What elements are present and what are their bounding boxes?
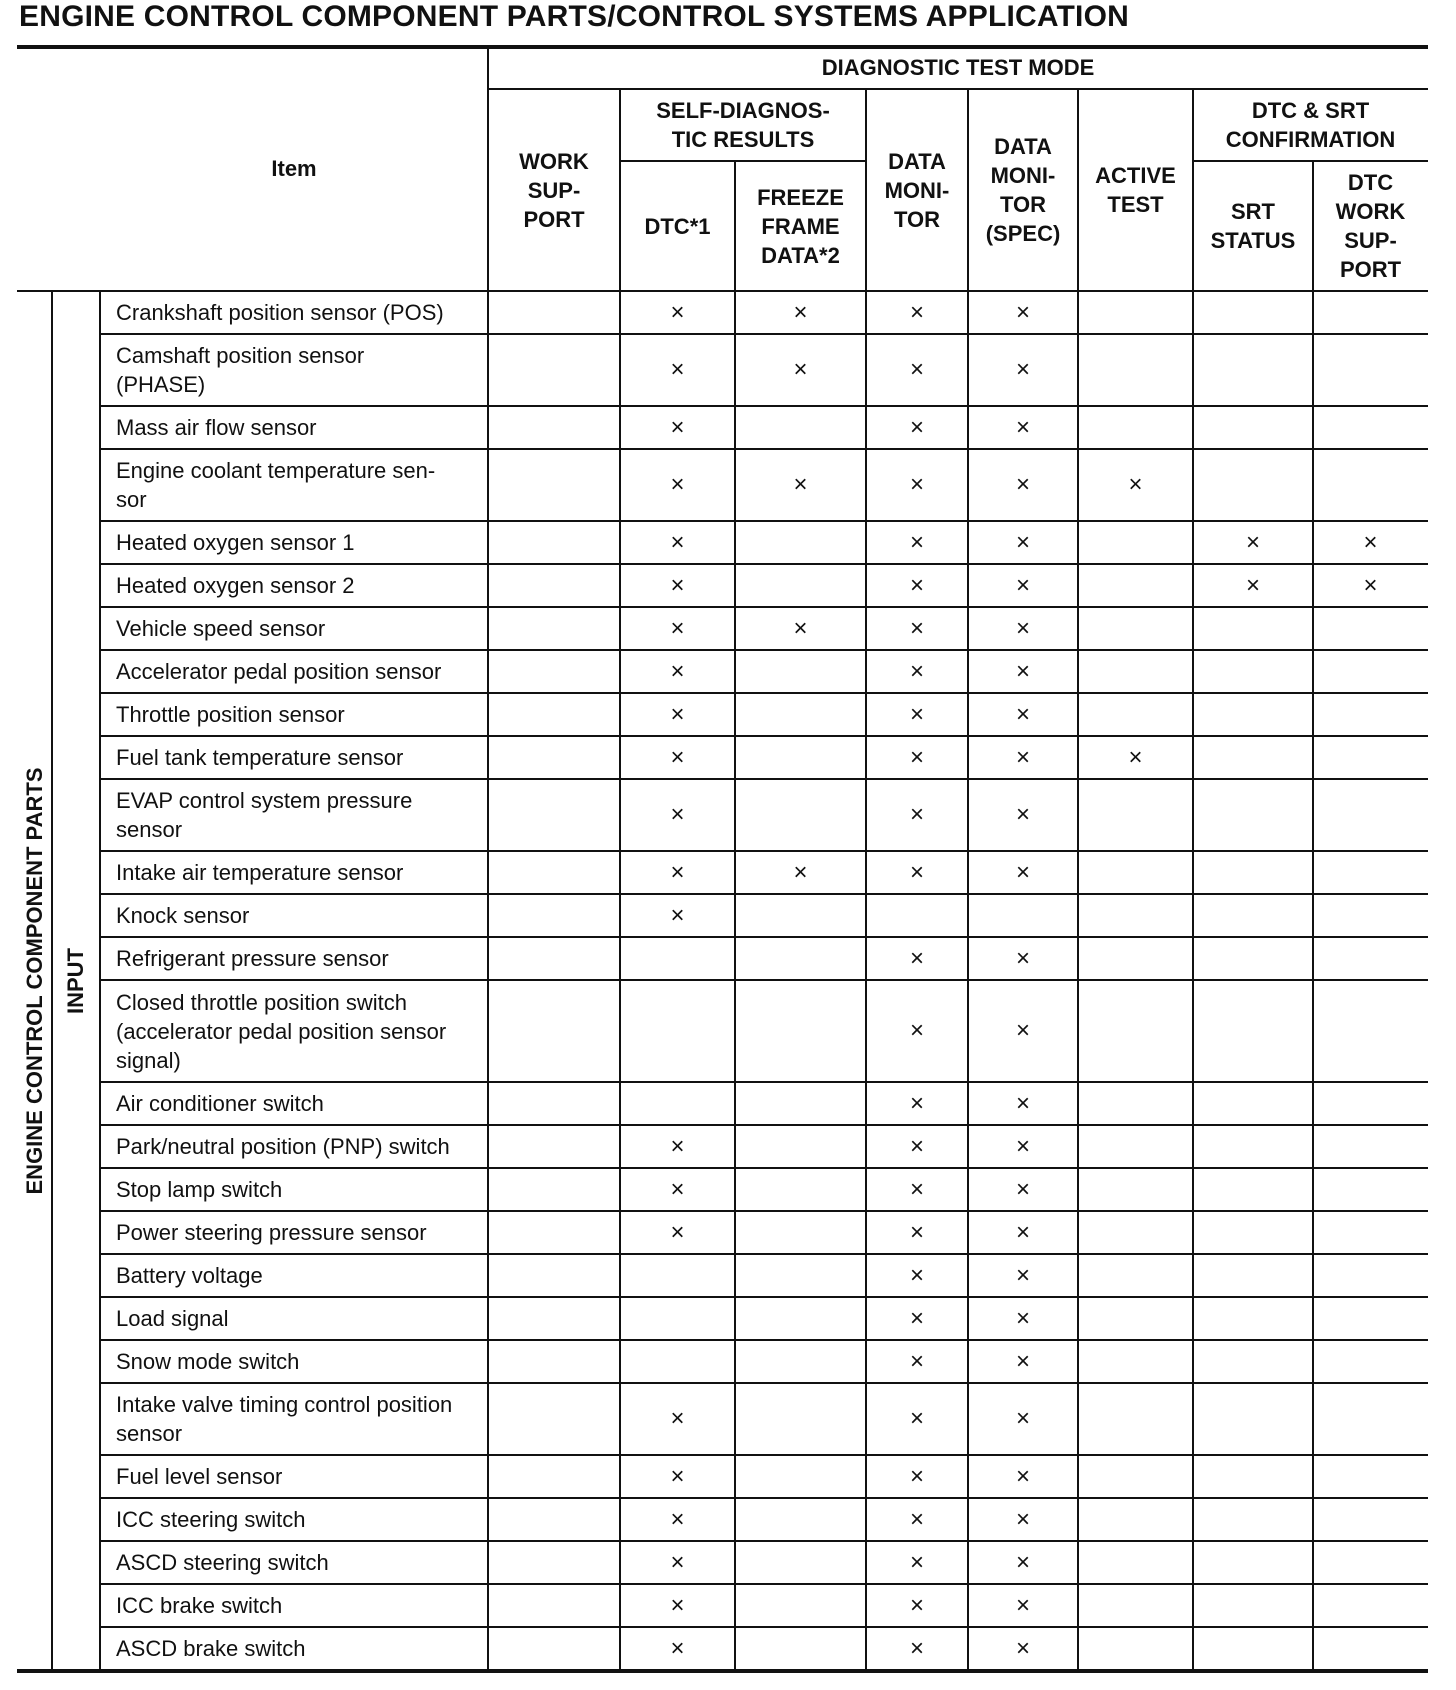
table-row-item-label: Accelerator pedal position sensor xyxy=(116,659,442,684)
applicable-mark: × xyxy=(909,1175,924,1203)
applicable-mark: × xyxy=(670,471,685,498)
applicable-mark: × xyxy=(909,1462,924,1490)
applicable-mark: × xyxy=(1128,471,1143,498)
table-row-item-label: ASCD steering switch xyxy=(116,1550,329,1575)
applicable-mark: × xyxy=(1015,858,1030,886)
table-row-item-label: Snow mode switch xyxy=(116,1349,300,1374)
applicable-mark: × xyxy=(1015,298,1030,326)
applicable-mark: × xyxy=(1015,413,1030,441)
applicable-mark: × xyxy=(670,858,685,886)
applicable-mark: × xyxy=(909,298,924,326)
applicable-mark: × xyxy=(1015,1175,1030,1203)
applicable-mark: × xyxy=(909,1089,924,1117)
applicable-mark: × xyxy=(670,1132,685,1160)
applicable-mark: × xyxy=(1015,743,1030,771)
header-active-test: ACTIVE TEST xyxy=(1095,163,1176,217)
applicable-mark: × xyxy=(670,1505,685,1533)
applicable-mark: × xyxy=(909,1548,924,1576)
column-divider xyxy=(1312,161,1314,1670)
applicable-mark: × xyxy=(793,356,808,383)
applicable-mark: × xyxy=(670,700,685,728)
applicable-mark: × xyxy=(1015,1347,1030,1375)
table-row-item-label: Vehicle speed sensor xyxy=(116,616,326,641)
applicable-mark: × xyxy=(670,1634,685,1662)
table-row-item-label: Intake air temperature sensor xyxy=(116,860,404,885)
applicable-mark: × xyxy=(670,413,685,441)
table-row-item-label: ICC steering switch xyxy=(116,1507,306,1532)
applicable-mark: × xyxy=(909,1218,924,1246)
table-row-item-label: Mass air flow sensor xyxy=(116,415,317,440)
applicable-mark: × xyxy=(1015,471,1030,498)
applicable-mark: × xyxy=(909,1505,924,1533)
applicable-mark: × xyxy=(1015,1405,1030,1432)
applicable-mark: × xyxy=(670,801,685,828)
applicable-mark: × xyxy=(909,1405,924,1432)
table-row-item-label: Park/neutral position (PNP) switch xyxy=(116,1134,450,1159)
applicable-mark: × xyxy=(1363,571,1378,599)
applicable-mark: × xyxy=(1015,1304,1030,1332)
applicable-mark: × xyxy=(1015,801,1030,828)
applicable-mark: × xyxy=(909,471,924,498)
applicable-mark: × xyxy=(793,614,808,642)
table-row-item-label: Fuel tank temperature sensor xyxy=(116,745,404,770)
table-row-item-label: Knock sensor xyxy=(116,903,250,928)
applicable-mark: × xyxy=(909,1261,924,1289)
applicable-mark: × xyxy=(670,528,685,556)
applicable-mark: × xyxy=(1363,528,1378,556)
applicable-mark: × xyxy=(909,700,924,728)
applicable-mark: × xyxy=(1015,571,1030,599)
header-srt-status: SRT STATUS xyxy=(1210,199,1296,253)
applicable-mark: × xyxy=(1015,657,1030,685)
applicable-mark: × xyxy=(670,1548,685,1576)
table-row-item-label: Intake valve timing control position sensor xyxy=(116,1392,453,1446)
applicable-mark: × xyxy=(670,1462,685,1490)
header-dtc-work-support: DTC WORK SUP- PORT xyxy=(1335,170,1406,282)
table-row-item-label: Fuel level sensor xyxy=(116,1464,283,1489)
group-label: ENGINE CONTROL COMPONENT PARTS xyxy=(21,767,47,1194)
applicable-mark: × xyxy=(670,1175,685,1203)
applicable-mark: × xyxy=(909,528,924,556)
table-row-item-label: Heated oxygen sensor 2 xyxy=(116,573,355,598)
table-row-item-label: Throttle position sensor xyxy=(116,702,345,727)
table-row-item-label: Load signal xyxy=(116,1306,229,1331)
table-row-item-label: Power steering pressure sensor xyxy=(116,1220,427,1245)
table-row-item-label: Heated oxygen sensor 1 xyxy=(116,530,355,555)
applicable-mark: × xyxy=(670,614,685,642)
applicable-mark: × xyxy=(909,1017,924,1044)
table-row-item-label: ASCD brake switch xyxy=(116,1636,306,1661)
applicable-mark: × xyxy=(909,801,924,828)
applicable-mark: × xyxy=(909,657,924,685)
applicable-mark: × xyxy=(670,1591,685,1619)
applicable-mark: × xyxy=(1015,1132,1030,1160)
applicable-mark: × xyxy=(670,1218,685,1246)
table-row-item-label: Stop lamp switch xyxy=(116,1177,283,1202)
applicable-mark: × xyxy=(1015,1591,1030,1619)
header-data-monitor-spec: DATA MONI- TOR (SPEC) xyxy=(985,134,1061,246)
applicable-mark: × xyxy=(909,944,924,972)
applicable-mark: × xyxy=(670,743,685,771)
applicable-mark: × xyxy=(909,1634,924,1662)
applicable-mark: × xyxy=(1015,1548,1030,1576)
applicable-mark: × xyxy=(1015,1634,1030,1662)
table-row-item-label: ICC brake switch xyxy=(116,1593,283,1618)
table-row-item-label: Closed throttle position switch (accelerator pedal position sensor signal) xyxy=(116,989,447,1073)
applicable-mark: × xyxy=(909,356,924,383)
applicable-mark: × xyxy=(1015,1089,1030,1117)
applicable-mark: × xyxy=(909,571,924,599)
applicable-mark: × xyxy=(1015,944,1030,972)
applicable-mark: × xyxy=(670,901,685,929)
applicable-mark: × xyxy=(670,298,685,326)
table-row-item-label: Battery voltage xyxy=(116,1263,263,1288)
applicable-mark: × xyxy=(909,743,924,771)
page-title: ENGINE CONTROL COMPONENT PARTS/CONTROL SYSTEMS APPLICATION xyxy=(19,0,1129,33)
applicable-mark: × xyxy=(670,657,685,685)
applicable-mark: × xyxy=(670,571,685,599)
header-freeze-frame: FREEZE FRAME DATA*2 xyxy=(757,184,844,268)
applicable-mark: × xyxy=(1015,1218,1030,1246)
header-data-monitor: DATA MONI- TOR xyxy=(884,148,950,232)
applicable-mark: × xyxy=(1015,356,1030,383)
applicable-mark: × xyxy=(1245,528,1260,556)
applicable-mark: × xyxy=(793,858,808,886)
table-row-item-label: EVAP control system pressure sensor xyxy=(116,788,413,842)
applicable-mark: × xyxy=(909,858,924,886)
applicable-mark: × xyxy=(909,1304,924,1332)
applicable-mark: × xyxy=(670,356,685,383)
applicable-mark: × xyxy=(793,298,808,326)
subgroup-label: INPUT xyxy=(63,947,88,1014)
applicable-mark: × xyxy=(909,413,924,441)
applicable-mark: × xyxy=(670,1405,685,1432)
applicable-mark: × xyxy=(1015,528,1030,556)
applicable-mark: × xyxy=(1015,614,1030,642)
table-row-item-label: Crankshaft position sensor (POS) xyxy=(116,300,444,325)
header-dtc: DTC*1 xyxy=(644,213,711,239)
header-self-diagnostic-results: SELF-DIAGNOS- TIC RESULTS xyxy=(656,98,830,152)
applicable-mark: × xyxy=(1015,1462,1030,1490)
applicable-mark: × xyxy=(1015,1261,1030,1289)
applicable-mark: × xyxy=(909,1347,924,1375)
applicable-mark: × xyxy=(1015,1505,1030,1533)
header-item: Item xyxy=(271,156,317,181)
table-row-item-label: Air conditioner switch xyxy=(116,1091,324,1116)
header-work-support: WORK SUP- PORT xyxy=(519,148,589,232)
applicable-mark: × xyxy=(793,471,808,498)
applicable-mark: × xyxy=(1245,571,1260,599)
applicable-mark: × xyxy=(1015,1017,1030,1044)
header-dtc-srt-confirmation: DTC & SRT CONFIRMATION xyxy=(1225,98,1396,152)
column-divider xyxy=(1192,89,1194,1670)
applicable-mark: × xyxy=(909,614,924,642)
header-diagnostic-test-mode: DIAGNOSTIC TEST MODE xyxy=(821,55,1095,80)
table-row-item-label: Camshaft position sensor (PHASE) xyxy=(116,343,365,397)
applicable-mark: × xyxy=(909,1591,924,1619)
applicable-mark: × xyxy=(909,1132,924,1160)
applicable-mark: × xyxy=(1015,700,1030,728)
table-row-item-label: Engine coolant temperature sen- sor xyxy=(116,458,436,512)
applicable-mark: × xyxy=(1128,743,1143,771)
table-row-item-label: Refrigerant pressure sensor xyxy=(116,946,389,971)
side-divider xyxy=(51,291,53,1670)
